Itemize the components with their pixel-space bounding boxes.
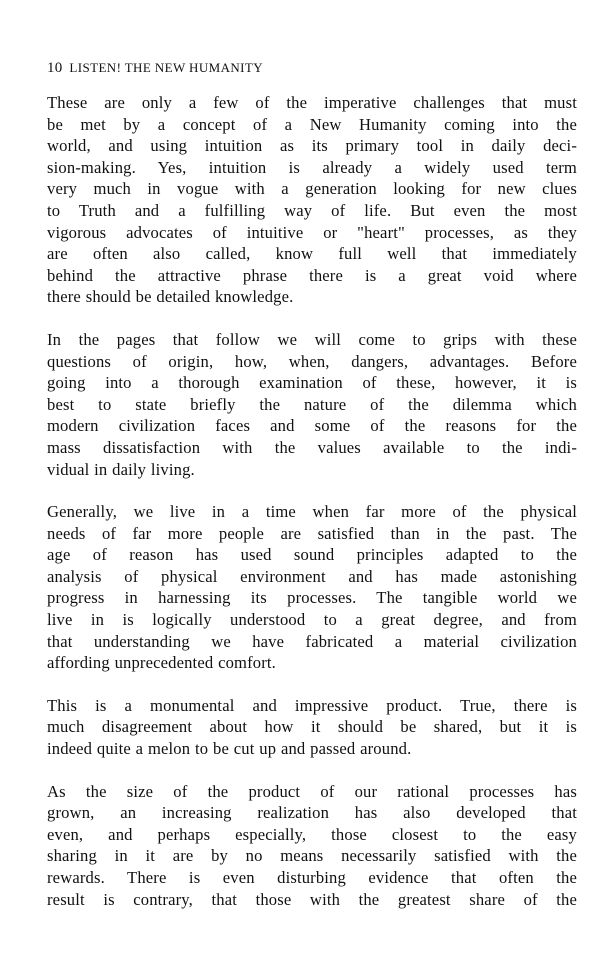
text-line: indeed quite a melon to be cut up and passed around.: [47, 739, 412, 759]
running-title: LISTEN! THE NEW HUMANITY: [69, 60, 264, 75]
text-line: sion-making. Yes, intuition is already a widely used term: [47, 157, 577, 177]
text-line: As the size of the product of our rational processes has: [47, 781, 577, 801]
text-line: world, and using intuition as its primary tool in daily deci-: [47, 136, 577, 156]
text-line: that understanding we have fabricated a material civilization: [47, 631, 577, 651]
page-number: 10: [47, 60, 63, 76]
text-line: These are only a few of the imperative challenges that must: [47, 93, 577, 112]
paragraph-1: [47, 92, 577, 308]
text-line: mass dissatisfaction with the values available to the indi-: [47, 437, 577, 457]
text-line: analysis of physical environment and has made astonishing: [47, 566, 577, 586]
text-line: affording unprecedented comfort.: [47, 653, 276, 673]
text-line: vidual in daily living.: [47, 459, 195, 479]
body-text: [47, 92, 577, 931]
paragraph-4: [47, 695, 577, 760]
text-line: In the pages that follow we will come to grips with these: [47, 329, 577, 349]
text-line: vigorous advocates of intuitive or "heart" processes, as they: [47, 222, 577, 242]
text-line: very much in vogue with a generation looking for new clues: [47, 179, 577, 199]
text-line: result is contrary, that those with the greatest share of the: [47, 889, 577, 909]
text-line: questions of origin, how, when, dangers, advantages. Before: [47, 351, 577, 371]
running-head: [47, 60, 263, 77]
paragraph-5: [47, 781, 577, 911]
text-line: going into a thorough examination of these, however, it is: [47, 373, 577, 393]
text-line: be met by a concept of a New Humanity coming into the: [47, 114, 577, 134]
text-line: rewards. There is even disturbing evidence that often the: [47, 868, 577, 887]
text-line: This is a monumental and impressive product. True, there is: [47, 695, 577, 715]
paragraph-3: [47, 501, 577, 674]
text-line: Generally, we live in a time when far more of the physical: [47, 502, 577, 522]
text-line: there should be detailed knowledge.: [47, 287, 294, 307]
text-line: to Truth and a fulfilling way of life. But even the most: [47, 200, 577, 220]
text-line: progress in harnessing its processes. The tangible world we: [47, 588, 577, 608]
paragraph-2: [47, 329, 577, 480]
text-line: best to state briefly the nature of the dilemma which: [47, 394, 577, 414]
text-line: sharing in it are by no means necessarily satisfied with the: [47, 846, 577, 866]
text-line: even, and perhaps especially, those closest to the easy: [47, 824, 577, 844]
text-line: modern civilization faces and some of the reasons for the: [47, 416, 577, 436]
text-line: much disagreement about how it should be shared, but it is: [47, 717, 577, 737]
text-line: behind the attractive phrase there is a great void where: [47, 265, 577, 285]
text-line: are often also called, know full well that immediately: [47, 244, 577, 264]
text-line: live in is logically understood to a great degree, and from: [47, 610, 577, 630]
text-line: age of reason has used sound principles adapted to the: [47, 545, 577, 565]
text-line: grown, an increasing realization has also developed that: [47, 803, 577, 823]
text-line: needs of far more people are satisfied than in the past. The: [47, 523, 577, 543]
